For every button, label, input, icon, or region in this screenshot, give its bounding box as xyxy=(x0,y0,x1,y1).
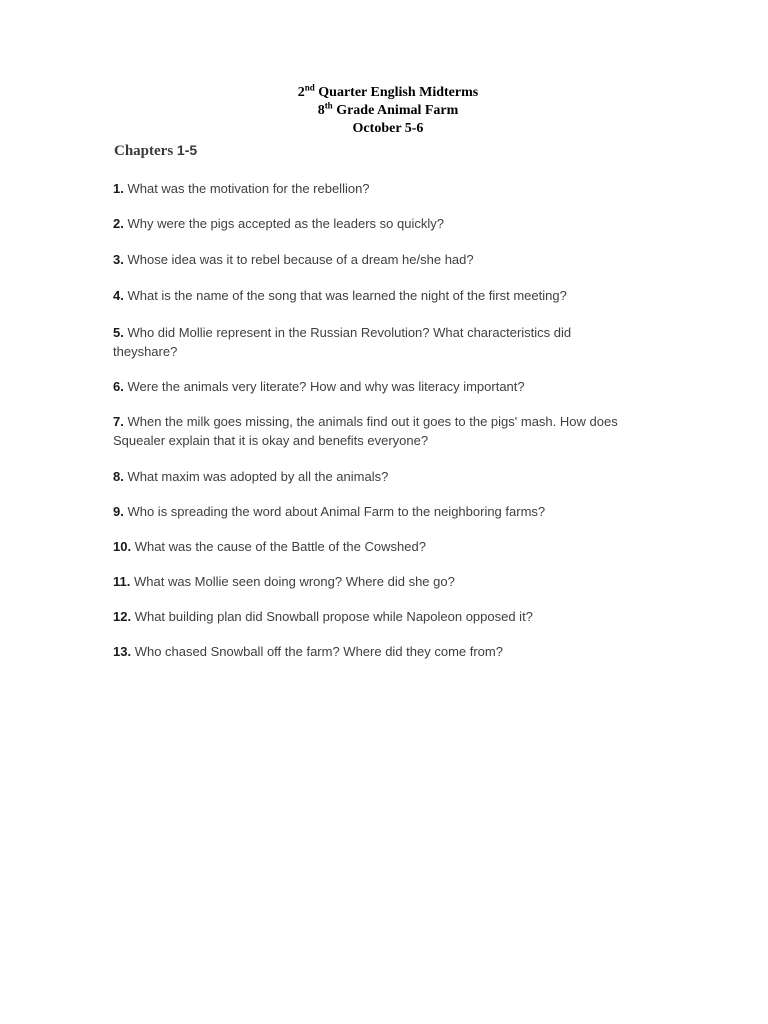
question-text: Who is spreading the word about Animal Farm to the neighboring farms? xyxy=(127,504,546,519)
question-7 xyxy=(113,412,668,450)
question-6 xyxy=(113,377,673,396)
question-3 xyxy=(113,250,673,269)
question-number: 11. xyxy=(113,574,131,589)
question-12 xyxy=(113,607,673,626)
section-range: 1-5 xyxy=(176,142,198,158)
question-text: When the milk goes missing, the animals find out it goes to the pigs' mash. How does Squealer explain that it is okay and benefits everyone? xyxy=(113,414,618,448)
header-title-line xyxy=(0,84,768,102)
question-number: 1. xyxy=(113,181,124,196)
question-9 xyxy=(113,502,673,521)
question-text: Who chased Snowball off the farm? Where did they come from? xyxy=(134,644,503,659)
question-10 xyxy=(113,537,673,556)
question-text: Who did Mollie represent in the Russian Revolution? What characteristics did theyshare? xyxy=(113,325,572,359)
question-number: 8. xyxy=(113,469,124,484)
question-text: What was the cause of the Battle of the Cowshed? xyxy=(134,539,426,554)
question-text: What was Mollie seen doing wrong? Where did she go? xyxy=(133,574,455,589)
header-grade-number: 8 xyxy=(317,103,325,118)
header-grade-text: Grade Animal Farm xyxy=(332,103,459,118)
question-number: 13. xyxy=(113,644,132,659)
question-number: 3. xyxy=(113,252,124,267)
question-5 xyxy=(113,323,638,361)
question-text: What maxim was adopted by all the animals? xyxy=(127,469,389,484)
question-number: 7. xyxy=(113,414,124,429)
question-number: 2. xyxy=(113,216,124,231)
header-title-text: Quarter English Midterms xyxy=(314,85,479,100)
question-text: Whose idea was it to rebel because of a dream he/she had? xyxy=(127,252,474,267)
question-text: Were the animals very literate? How and why was literacy important? xyxy=(127,379,525,394)
question-text: What is the name of the song that was learned the night of the first meeting? xyxy=(127,288,567,303)
question-2 xyxy=(113,214,673,233)
question-number: 10. xyxy=(113,539,132,554)
section-label: Chapters xyxy=(114,143,174,159)
question-8 xyxy=(113,467,673,486)
question-number: 6. xyxy=(113,379,124,394)
header-date-line: October 5-6 xyxy=(352,121,424,136)
header-title-ordinal: nd xyxy=(304,82,315,93)
question-number: 4. xyxy=(113,288,124,303)
header-grade-ordinal: th xyxy=(324,100,333,111)
question-1 xyxy=(113,179,673,198)
question-13 xyxy=(113,642,673,661)
document-header xyxy=(0,84,768,138)
question-11 xyxy=(113,572,673,591)
header-title-number: 2 xyxy=(297,85,305,100)
question-number: 9. xyxy=(113,504,124,519)
question-text: Why were the pigs accepted as the leaders so quickly? xyxy=(127,216,444,231)
question-number: 12. xyxy=(113,609,132,624)
section-heading xyxy=(114,142,197,160)
question-text: What building plan did Snowball propose while Napoleon opposed it? xyxy=(134,609,533,624)
question-4 xyxy=(113,286,673,305)
question-text: What was the motivation for the rebellion? xyxy=(127,181,370,196)
header-grade-line xyxy=(0,102,768,120)
question-number: 5. xyxy=(113,325,124,340)
